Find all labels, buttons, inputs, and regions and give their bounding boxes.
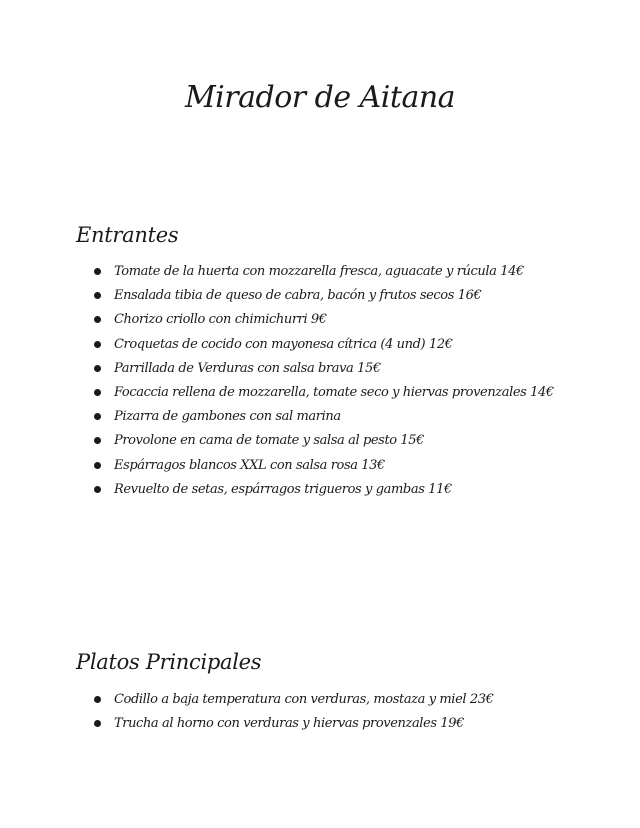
bullet-icon bbox=[94, 437, 101, 444]
list-item bbox=[92, 454, 612, 478]
bullet-icon bbox=[94, 413, 101, 420]
bullet-icon bbox=[94, 696, 101, 703]
menu-item-text: Pizarra de gambones con sal marina bbox=[114, 409, 341, 425]
bullet-icon bbox=[94, 720, 101, 727]
bullet-icon bbox=[94, 292, 101, 299]
list-item bbox=[92, 333, 612, 357]
list-item bbox=[92, 381, 612, 405]
menu-item-text: Focaccia rellena de mozzarella, tomate seco y hiervas provenzales 14€ bbox=[114, 384, 554, 400]
list-item bbox=[92, 478, 612, 502]
bullet-icon bbox=[94, 389, 101, 396]
list-item bbox=[92, 357, 612, 381]
menu-item-text: Codillo a baja temperatura con verduras, mostaza y miel 23€ bbox=[114, 692, 494, 707]
menu-item-text: Trucha al horno con verduras y hiervas provenzales 19€ bbox=[114, 716, 464, 732]
list-item bbox=[92, 308, 612, 332]
bullet-icon bbox=[94, 268, 101, 275]
menu-item-text: Tomate de la huerta con mozzarella fresca, aguacate y rúcula 14€ bbox=[114, 264, 524, 279]
menu-item-text: Espárragos blancos XXL con salsa rosa 13€ bbox=[114, 457, 385, 473]
menu-item-text: Revuelto de setas, espárragos trigueros y gambas 11€ bbox=[114, 481, 452, 497]
section-heading-platos-principales: Platos Principales bbox=[76, 650, 262, 674]
menu-list-platos-principales bbox=[92, 688, 612, 736]
section-heading-entrantes: Entrantes bbox=[76, 223, 179, 247]
list-item bbox=[92, 712, 612, 736]
menu-item-text: Ensalada tibia de queso de cabra, bacón y frutos secos 16€ bbox=[114, 288, 482, 304]
bullet-icon bbox=[94, 462, 101, 469]
menu-list-entrantes bbox=[92, 260, 612, 502]
menu-item-text: Provolone en cama de tomate y salsa al pesto 15€ bbox=[114, 433, 425, 449]
menu-item-text: Croquetas de cocido con mayonesa cítrica (4 und) 12€ bbox=[114, 336, 453, 352]
list-item bbox=[92, 260, 612, 284]
bullet-icon bbox=[94, 316, 101, 323]
menu-item-text: Chorizo criollo con chimichurri 9€ bbox=[114, 312, 327, 328]
menu-item-text: Parrillada de Verduras con salsa brava 15€ bbox=[114, 360, 381, 376]
list-item bbox=[92, 429, 612, 453]
list-item bbox=[92, 405, 612, 429]
list-item bbox=[92, 284, 612, 308]
bullet-icon bbox=[94, 486, 101, 493]
list-item bbox=[92, 688, 612, 712]
bullet-icon bbox=[94, 341, 101, 348]
bullet-icon bbox=[94, 365, 101, 372]
page-title: Mirador de Aitana bbox=[184, 80, 456, 115]
